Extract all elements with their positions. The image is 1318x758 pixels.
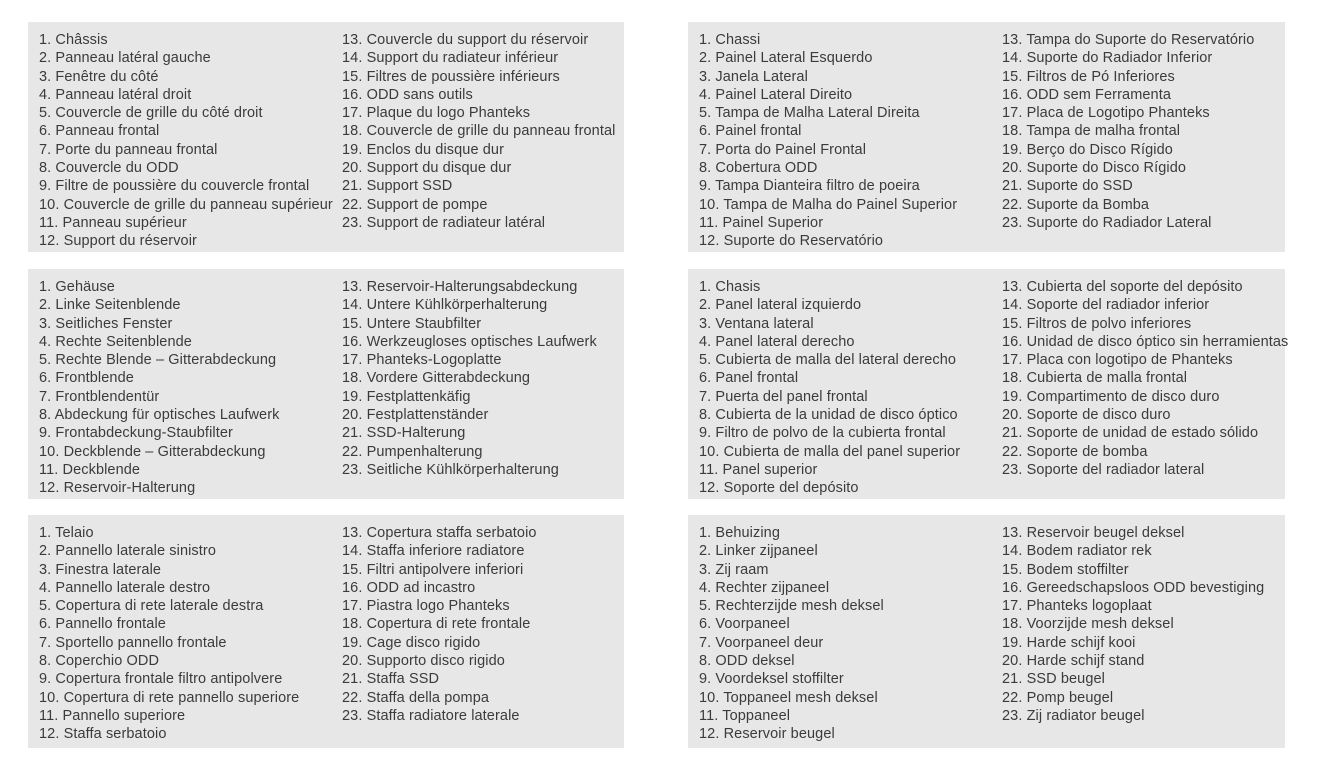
part-item: 8. Cubierta de la unidad de disco óptico [699, 407, 958, 424]
part-item: 12. Staffa serbatoio [39, 726, 167, 743]
part-item: 20. Soporte de disco duro [1002, 407, 1171, 424]
part-item: 12. Reservoir beugel [699, 726, 835, 743]
part-item: 23. Zij radiator beugel [1002, 707, 1145, 724]
parts-panel-portuguese [688, 22, 1285, 252]
part-item: 14. Soporte del radiador inferior [1002, 297, 1210, 314]
part-item: 9. Frontabdeckung-Staubfilter [39, 425, 233, 442]
part-item: 7. Puerta del panel frontal [699, 388, 868, 405]
part-item: 11. Painel Superior [699, 214, 824, 231]
part-item: 17. Placa con logotipo de Phanteks [1002, 352, 1233, 369]
parts-column-1-12 [699, 31, 1002, 251]
part-item: 8. ODD deksel [699, 653, 795, 670]
part-item: 6. Pannello frontale [39, 616, 166, 633]
part-item: 20. Harde schijf stand [1002, 653, 1145, 670]
part-item: 1. Gehäuse [39, 279, 115, 295]
part-item: 22. Pomp beugel [1002, 689, 1114, 706]
part-item: 20. Festplattenständer [342, 407, 489, 424]
part-item: 16. Gereedschapsloos ODD bevestiging [1002, 579, 1265, 596]
part-item: 5. Cubierta de malla del lateral derecho [699, 352, 957, 369]
part-item: 5. Copertura di rete laterale destra [39, 598, 264, 615]
part-item: 12. Suporte do Reservatório [699, 233, 884, 250]
part-item: 17. Phanteks logoplaat [1002, 598, 1152, 615]
part-item: 19. Cage disco rigido [342, 634, 481, 651]
part-item: 6. Panel frontal [699, 370, 799, 387]
part-item: 1. Chassi [699, 32, 761, 48]
part-item: 10. Couvercle de grille du panneau supérieur [39, 196, 333, 213]
part-item: 19. Festplattenkäfig [342, 388, 471, 405]
part-item: 3. Zij raam [699, 561, 769, 578]
part-item: 2. Panel lateral izquierdo [699, 297, 862, 314]
parts-column-13-23 [1002, 31, 1281, 232]
part-item: 4. Panel lateral derecho [699, 333, 855, 350]
part-item: 21. Support SSD [342, 178, 453, 195]
part-item: 9. Voordeksel stoffilter [699, 671, 844, 688]
part-item: 11. Panneau supérieur [39, 214, 187, 231]
part-item: 21. SSD beugel [1002, 671, 1105, 688]
part-item: 12. Support du réservoir [39, 233, 197, 250]
part-item: 19. Enclos du disque dur [342, 141, 505, 158]
part-item: 11. Toppaneel [699, 707, 791, 724]
part-item: 22. Support de pompe [342, 196, 488, 213]
part-item: 4. Painel Lateral Direito [699, 86, 853, 103]
parts-column-13-23 [342, 278, 620, 479]
part-item: 18. Copertura di rete frontale [342, 616, 531, 633]
part-item: 8. Cobertura ODD [699, 160, 818, 177]
parts-panel-italian [28, 515, 624, 748]
part-item: 2. Painel Lateral Esquerdo [699, 50, 873, 67]
part-item: 4. Rechter zijpaneel [699, 579, 830, 596]
part-item: 7. Porta do Painel Frontal [699, 141, 867, 158]
part-item: 2. Linker zijpaneel [699, 543, 818, 560]
part-item: 16. Werkzeugloses optisches Laufwerk [342, 333, 597, 350]
part-item: 13. Reservoir-Halterungsabdeckung [342, 279, 578, 295]
part-item: 17. Plaque du logo Phanteks [342, 105, 531, 122]
parts-column-1-12 [39, 524, 342, 744]
part-item: 22. Pumpenhalterung [342, 443, 483, 460]
part-item: 17. Phanteks-Logoplatte [342, 352, 502, 369]
parts-panel-french [28, 22, 624, 252]
part-item: 9. Copertura frontale filtro antipolvere [39, 671, 283, 688]
part-item: 20. Supporto disco rigido [342, 653, 505, 670]
part-item: 17. Piastra logo Phanteks [342, 598, 510, 615]
part-item: 10. Tampa de Malha do Painel Superior [699, 196, 958, 213]
part-item: 12. Reservoir-Halterung [39, 480, 196, 497]
part-item: 14. Support du radiateur inférieur [342, 50, 559, 67]
part-item: 14. Staffa inferiore radiatore [342, 543, 525, 560]
part-item: 4. Rechte Seitenblende [39, 333, 192, 350]
part-item: 16. ODD sans outils [342, 86, 473, 103]
part-item: 1. Chasis [699, 279, 761, 295]
part-item: 13. Cubierta del soporte del depósito [1002, 279, 1243, 295]
part-item: 23. Support de radiateur latéral [342, 214, 546, 231]
part-item: 1. Behuizing [699, 525, 781, 541]
part-item: 14. Suporte do Radiador Inferior [1002, 50, 1213, 67]
part-item: 2. Pannello laterale sinistro [39, 543, 216, 560]
part-item: 10. Deckblende – Gitterabdeckung [39, 443, 266, 460]
part-item: 14. Untere Kühlkörperhalterung [342, 297, 548, 314]
parts-panel-spanish [688, 269, 1289, 499]
part-item: 16. Unidad de disco óptico sin herramientas [1002, 333, 1289, 350]
part-item: 12. Soporte del depósito [699, 480, 859, 497]
part-item: 8. Abdeckung für optisches Laufwerk [39, 407, 280, 424]
part-item: 23. Staffa radiatore laterale [342, 707, 520, 724]
part-item: 15. Untere Staubfilter [342, 315, 482, 332]
part-item: 9. Filtro de polvo de la cubierta frontal [699, 425, 946, 442]
part-item: 5. Rechterzijde mesh deksel [699, 598, 884, 615]
part-item: 21. Soporte de unidad de estado sólido [1002, 425, 1259, 442]
part-item: 7. Sportello pannello frontale [39, 634, 227, 651]
part-item: 15. Filtres de poussière inférieurs [342, 68, 560, 85]
part-item: 2. Panneau latéral gauche [39, 50, 211, 67]
part-item: 4. Pannello laterale destro [39, 579, 211, 596]
part-item: 1. Telaio [39, 525, 94, 541]
part-item: 3. Janela Lateral [699, 68, 808, 85]
parts-panel-dutch [688, 515, 1285, 748]
part-item: 15. Filtros de Pó Inferiores [1002, 68, 1175, 85]
part-item: 11. Deckblende [39, 461, 141, 478]
part-item: 13. Copertura staffa serbatoio [342, 525, 537, 541]
part-item: 5. Tampa de Malha Lateral Direita [699, 105, 920, 122]
part-item: 21. SSD-Halterung [342, 425, 466, 442]
part-item: 3. Fenêtre du côté [39, 68, 159, 85]
part-item: 10. Copertura di rete pannello superiore [39, 689, 300, 706]
part-item: 19. Compartimento de disco duro [1002, 388, 1220, 405]
part-item: 20. Support du disque dur [342, 160, 512, 177]
parts-column-13-23 [342, 31, 620, 232]
part-item: 18. Voorzijde mesh deksel [1002, 616, 1174, 633]
part-item: 1. Châssis [39, 32, 108, 48]
part-item: 22. Suporte da Bomba [1002, 196, 1150, 213]
parts-column-1-12 [39, 278, 342, 498]
part-item: 3. Ventana lateral [699, 315, 814, 332]
part-item: 11. Pannello superiore [39, 707, 186, 724]
part-item: 19. Harde schijf kooi [1002, 634, 1136, 651]
part-item: 23. Suporte do Radiador Lateral [1002, 214, 1212, 231]
parts-column-13-23 [1002, 278, 1288, 479]
part-item: 23. Seitliche Kühlkörperhalterung [342, 461, 559, 478]
part-item: 3. Seitliches Fenster [39, 315, 173, 332]
part-item: 7. Porte du panneau frontal [39, 141, 218, 158]
parts-column-1-12 [699, 278, 1002, 498]
parts-panel-german [28, 269, 624, 499]
part-item: 15. Filtros de polvo inferiores [1002, 315, 1192, 332]
part-item: 7. Frontblendentür [39, 388, 160, 405]
part-item: 19. Berço do Disco Rígido [1002, 141, 1173, 158]
part-item: 8. Couvercle du ODD [39, 160, 179, 177]
parts-column-1-12 [699, 524, 1002, 744]
part-item: 21. Staffa SSD [342, 671, 440, 688]
part-item: 6. Painel frontal [699, 123, 802, 140]
part-item: 6. Panneau frontal [39, 123, 160, 140]
part-item: 6. Frontblende [39, 370, 134, 387]
part-item: 10. Cubierta de malla del panel superior [699, 443, 961, 460]
part-item: 14. Bodem radiator rek [1002, 543, 1152, 560]
part-item: 18. Cubierta de malla frontal [1002, 370, 1188, 387]
part-item: 2. Linke Seitenblende [39, 297, 181, 314]
part-item: 10. Toppaneel mesh deksel [699, 689, 878, 706]
part-item: 16. ODD sem Ferramenta [1002, 86, 1171, 103]
part-item: 8. Coperchio ODD [39, 653, 160, 670]
part-item: 15. Filtri antipolvere inferiori [342, 561, 524, 578]
part-item: 9. Tampa Dianteira filtro de poeira [699, 178, 920, 195]
parts-column-13-23 [1002, 524, 1281, 725]
part-item: 6. Voorpaneel [699, 616, 790, 633]
part-item: 22. Staffa della pompa [342, 689, 490, 706]
part-item: 13. Couvercle du support du réservoir [342, 32, 589, 48]
part-item: 4. Panneau latéral droit [39, 86, 192, 103]
part-item: 17. Placa de Logotipo Phanteks [1002, 105, 1210, 122]
part-item: 13. Tampa do Suporte do Reservatório [1002, 32, 1255, 48]
part-item: 5. Couvercle de grille du côté droit [39, 105, 263, 122]
part-item: 23. Soporte del radiador lateral [1002, 461, 1205, 478]
parts-column-13-23 [342, 524, 620, 725]
parts-column-1-12 [39, 31, 342, 251]
part-item: 11. Panel superior [699, 461, 818, 478]
part-item: 21. Suporte do SSD [1002, 178, 1133, 195]
part-item: 18. Couvercle de grille du panneau frontal [342, 123, 616, 140]
part-item: 16. ODD ad incastro [342, 579, 476, 596]
part-item: 22. Soporte de bomba [1002, 443, 1148, 460]
part-item: 20. Suporte do Disco Rígido [1002, 160, 1187, 177]
part-item: 3. Finestra laterale [39, 561, 162, 578]
part-item: 5. Rechte Blende – Gitterabdeckung [39, 352, 277, 369]
part-item: 18. Vordere Gitterabdeckung [342, 370, 531, 387]
part-item: 7. Voorpaneel deur [699, 634, 824, 651]
part-item: 9. Filtre de poussière du couvercle frontal [39, 178, 310, 195]
part-item: 13. Reservoir beugel deksel [1002, 525, 1185, 541]
part-item: 18. Tampa de malha frontal [1002, 123, 1181, 140]
part-item: 15. Bodem stoffilter [1002, 561, 1129, 578]
